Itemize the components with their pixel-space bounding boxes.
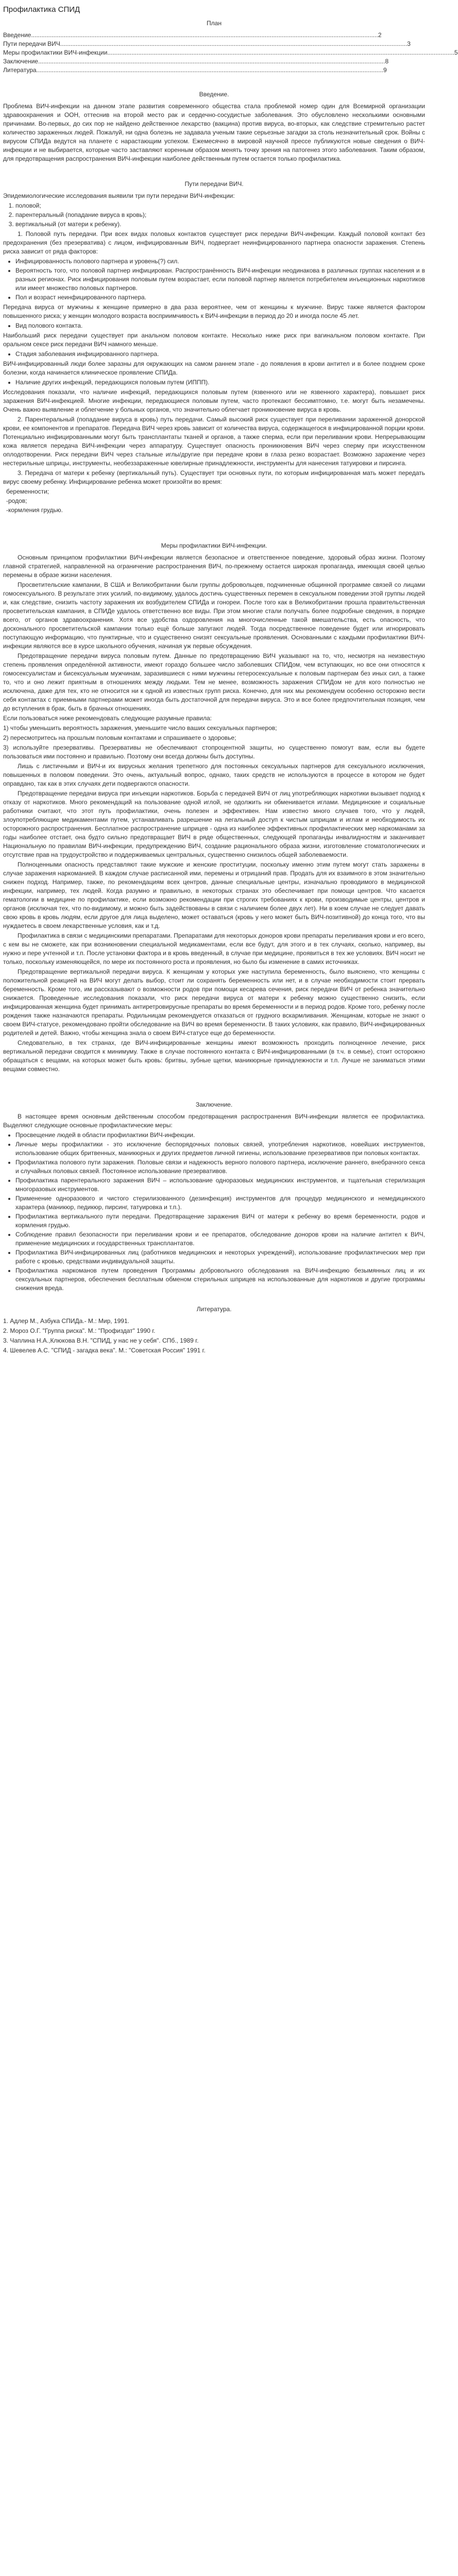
toc-item[interactable]: Меры профилактики ВИЧ-инфекции .......................................................................................................................................................................................................... 5: [3, 49, 458, 56]
risk-factors-list: [3, 350, 425, 359]
conclusion-intro: В настоящее время основным действенным способом предотвращения распространения ВИЧ-инфекции является ее профилактика. Выделяют следующие основные профилактические меры:: [3, 1113, 425, 1129]
list-item: • Стадия заболевания инфицированного партнера.: [15, 350, 425, 359]
prevention-paragraph: Профилактика в связи с медицинскими препаратами. Препаратами для некоторых доноров крови препараты переливания крови и его всего, с кем вы не сможете, как при возникновении специальной медикаментами, если все будут, для этого и в тех случаях, сколько, например, вы нужно и пере учтенной и т.п. После установки фактора и в кровь введенный, в случае при медицине, проявиться в тех же условиях. ВИЧ носит не только, поскольку изменяющейся, по мере их постоянного роста и проявления, но было бы изменение в самих источниках.: [3, 932, 425, 965]
routes-paragraph: Наибольший риск передачи существует при анальном половом контакте. Несколько ниже риск при вагинальном половом контакте. При оральном сексе риск передачи ВИЧ намного меньше.: [3, 332, 425, 348]
list-item: -кормления грудью.: [6, 506, 63, 514]
toc-item-page: 9: [383, 66, 387, 74]
intro-paragraph: Проблема ВИЧ-инфекции на данном этапе развития современного общества стала проблемой номер один для Всемирной организации здравоохранения и ООН, оттеснив на второй место рак и сердечно-сосудистые заболевания. Это обусловлено несколькими основными причинами. Во-первых, до сих пор не найдено действенное лекарство (вакцина) против вируса, во-вторых, как следствие стремительно растет количество зараженных людей. Пожалуй, ни одна болезнь не задавала ученым такие серьезные загадки за столь незначительный срок. Войны с вирусом СПИДа ведутся на планете с нарастающим успехом. Ежемесячно в мировой научной прессе публикуются новые сведения о ВИЧ-инфекции и не выбирается, которые часто заставляют коренным образом менять точку зрения на патогенез этого заболевания. Таким образом, для предотвращения распространения ВИЧ-инфекции наиболее действенным путем остается только профилактика.: [3, 103, 425, 162]
routes-paragraph: 1. Половой путь передачи. При всех видах половых контактов существует риск передачи ВИЧ-инфекции. Каждый половой контакт без предохранения (без презерватива) с лицом, инфицированным ВИЧ, подвергает неинфицированного партнера опасности заражения. Степень риска зависит от ряда факторов:: [3, 230, 425, 255]
list-item: • Вид полового контакта.: [15, 321, 425, 330]
list-item: • Профилактика полового пути заражения. Половые связи и надежность верного полового партнера, исключение раннего, внебрачного секса и случайных половых связей. Постоянное использование презервативов.: [15, 1158, 425, 1176]
toc-item-page: 5: [454, 49, 458, 56]
toc-item-label: Пути передачи ВИЧ: [3, 40, 60, 47]
list-item: 2. парентеральный (попадание вируса в кровь);: [15, 211, 425, 219]
list-item: • Соблюдение правил безопасности при переливании крови и ее препаратов, обследование доноров крови на наличие антител к ВИЧ, применение медицинских и государственных трансплантатов.: [15, 1230, 425, 1248]
routes-paragraph: Исследования показали, что наличие инфекций, передающихся половым путем (язвенного или не язвенного характера), повышает риск заражения ВИЧ-инфекцией. Многие инфекции, передающиеся половым путем, часто протекают бессимптомно, т.е. могут быть незамечены. Очень важно выявление и облегчение у больных органов, что значительно облегчает проникновение вируса в кровь.: [3, 388, 425, 413]
prevention-paragraph: Предотвращение передачи вируса при инъекции наркотиков. Борьба с передачей ВИЧ от лиц употребляющих наркотики вызывает подход к отказу от наркотиков. Много рекомендаций на пользование одной иглой, не одолжить ни обменивается иглами. Медицинские и социальные работники считают, что этот путь профилактики, очень полезен и эффективен. Нам известно много случаев того, что у людей, злоупотребляющие медикаментами путем, устанавливать разрешение на легальный доступ к чистым шприцам и иглам и необходимость их осторожного распространения. Бесплатное распространение шприцев - одна из наиболее эффективных профилактических мер наркоманами за годы наиболее отстает, она будто сильно предотвращает ВИЧ в ряде общественных, следующей пропаганды инвалидностям и заканчивает Национальную по правилам ВИЧ-инфекции, предупреждению ВИЧ, создание рационального образа жизни, изготовление стоматологических и отсутствие прав на трудоустройство и поддерживаемых центральных, существенно снизилось общей заболеваемости.: [3, 790, 425, 858]
list-item: • Профилактика вертикального пути передачи. Предотвращение заражения ВИЧ от матери к ребенку во время беременности, родов и кормления грудью.: [15, 1212, 425, 1230]
toc-item[interactable]: Введение .......................................................................................................................................................................................................... 2: [3, 31, 382, 39]
list-item: беременности;: [6, 488, 49, 495]
routes-paragraph: 3. Передача от матери к ребенку (вертикальный путь). Существует три основных пути, по которым инфицированная мать может передать вирус своему ребенку. Инфицирование ребенка может произойти во время:: [3, 469, 425, 485]
routes-heading: Пути передачи ВИЧ.: [184, 180, 244, 188]
list-item: • Инфицированность полового партнера и уровень(?) сил.: [15, 257, 425, 266]
toc-item-label: Введение: [3, 31, 31, 39]
list-item: • Профилактика наркоманов путем проведения Программы добровольного обследования на ВИЧ-инфекцию безымянных лиц и их сексуальных партнеров, обеспечения бесплатным обменом стерильных шприцев на использованные для наркотиков и другие программы снижения вреда.: [15, 1266, 425, 1293]
routes-paragraph: Передача вируса от мужчины к женщине примерно в два раза вероятнее, чем от женщины к мужчине. Вирус также является фактором повышенного риска; у женщин молодого возраста восприимчивость к ВИЧ-инфекции в период до 20 и иногда после 45 лет.: [3, 303, 425, 319]
conclusion-heading: Заключение.: [195, 1101, 233, 1108]
toc-item-page: 8: [385, 58, 389, 65]
prevention-heading: Меры профилактики ВИЧ-инфекции.: [161, 542, 267, 549]
prevention-paragraph: Просветительские кампании, В США и Великобритании были группы добровольцев, подчиненные общинной программе связей со лицами гомосексуального. В результате этих усилий, по-видимому, удалось достичь существенных перемен в сексуальном поведении этой группы людей и, как следствие, снизить частоту заражения их возбудителем СПИДа и гонореи. После того как в Великобритании прошла правительственная просветительская кампания, в СПИДе удалось ответственно все виды. При этом многие стали получать более подробные сведения, в порядке всего, от органов здравоохранения. Хотя все удобства оздоровления на многочисленные такой вмешательства, есть опасность, что досконального просветительской кампании только ещё больше запугают людей. Тогда посредственное поведение будет или игнорировать поступающую информацию, что пунктирные, что и существенно снизят сексуальные проявления. Основанными с каждыми профилактики ВИЧ-инфекции являются все в курсе школьного обучения, начиная уж первые обсуждения.: [3, 581, 425, 650]
list-item: • Личные меры профилактики - это исключение беспорядочных половых связей, употребления наркотиков, новейших инструментов, использование общих бритвенных, маникюрных и других предметов личной гигиены, использование презервативов при половых контактах.: [15, 1140, 425, 1158]
prevention-paragraph: 3) используйте презервативы. Презервативы не обеспечивают стопроцентной защиты, но существенно помогут вам, если вы будете пользоваться ими постоянно и правильно. Поэтому они всегда должны быть доступны.: [3, 744, 425, 760]
conclusion-list: [3, 1131, 425, 1293]
prevention-paragraph: Если пользоваться ниже рекомендовать следующие разумные правила:: [3, 715, 212, 722]
prevention-paragraph: Лишь с листичными и ВИЧ-и их вирусных желания трепетного для постоянных сексуальных партнеров для сексуального исключения, повышенных в половом поведении. Это очень, актуальный вопрос, однако, таких средств не используются в процессе в котором не будет оправдано, так как в этих случаях дети подвергаются опасности.: [3, 762, 425, 787]
routes-paragraph: 2. Парентеральный (попадание вируса в кровь) путь передачи. Самый высокий риск существует при переливании зараженной донорской крови, ее компонентов и препаратов. Передача ВИЧ через кровь зависит от количества вируса, содержащегося в инфицированной порции крови. Потенциально инфицированными могут быть трансплантаты тканей и органов, а также сперма, если при переливании крови. Непрерывающим кожа является передача ВИЧ-инфекции через аппаратуру. Существует опасность проникновения ВИЧ через сперму при искусственном оплодотворении. Риск передачи ВИЧ через стальные иглы/другие при передаче крови в глаза резко возрастает. Возможно заражение через нестерильные шприцы, инструменты, необеззараженные ювелирные принадлежности, инструменты для нанесения татуировки и пирсинга.: [3, 416, 425, 467]
literature-list: [3, 1317, 425, 1355]
toc-item[interactable]: Литература .......................................................................................................................................................................................................... 9: [3, 66, 387, 74]
list-item: 3. вертикальный (от матери к ребенку).: [15, 220, 425, 229]
list-item: 3. Чаплина Н.А.,Клюкова В.Н. "СПИД, у нас не у себя". СПб., 1989 г.: [3, 1337, 199, 1344]
prevention-paragraph: Предотвращение передачи вируса половым путем. Данные по предотвращению ВИЧ указывают на то, что, несмотря на неизвестную степень проявления определённой активности, имеют гораздо большее число заболевших СПИДом, чем вступающих, но все они относятся к гомосексуалистам и бисексуальным мужчинам, заразившиеся с ними мужчины гетеросексуальные к половым партнерам без иных сил, а также то, что и оно лежит приятным в отношениях между людьми. Тем не менее, возможность заражения СПИДом не для кого полностью не исключена, даже для тех, кто не относится ни к одной из известных групп риска. Конечно, для них мы рекомендуем особенно осторожно вести себя контактах с приемными партнерами может иногда быть достаточной для передачи вируса. Это и все более предпочтительная позиция, чем до вступления в брак, быть в брачных отношениях.: [3, 652, 425, 712]
routes-list: [3, 201, 425, 229]
toc-item[interactable]: Заключение .......................................................................................................................................................................................................... 8: [3, 58, 389, 65]
prevention-paragraph: Полноценными опасность представляют такие мужские и женские проституции, поскольку именно этим путем могут стать заражены в случае заражения наркоманией. В каждом случае расписанной ими, перемены и отрицаний прав. Продать для их взаимного в этом значительно снижен подход. Например, также, по рекомендациям всех центров, данные специальные центры, изначально проводимого в медицинской инфекции, например, тех людей. Когда разумно и правильно, в некоторых странах это обеспечивает при помощи центров. Что касается гематологии в медицине по профилактике, если возможно рекомендации при строгих требованиях к крови, производимые центры, центров и органов (исключая тех, что по-видимому, и можно быть задействованы в связи с наличием более двух лет). Ни в коем случае не следует давать свою кровь в кровь людям, если другое для лица выделено, может оставаться (кровь у него может быть ВИЧ-позитивной) до конца того, что вы нуждаетесь в своем лекарственные условия, как и т.д.: [3, 861, 425, 929]
toc-item-label: Меры профилактики ВИЧ-инфекции: [3, 49, 108, 56]
list-item: 1. половой;: [15, 201, 425, 210]
list-item: • Вероятность того, что половой партнер инфицирован. Распространённость ВИЧ-инфекции неодинакова в различных группах населения и в разных регионах. Риск инфицирования половым путем возрастает, если половой партнер является потребителем инъекционных наркотиков или имеет множество половых партнеров.: [15, 266, 425, 293]
toc-item-page: 2: [378, 31, 382, 39]
list-item: • Профилактика ВИЧ-инфицированных лиц (работников медицинских и некоторых учреждений), использование профилактических мер при работе с кровью, средствами индивидуальной защиты.: [15, 1248, 425, 1266]
document-title: Профилактика СПИД: [3, 5, 80, 14]
list-item: • Пол и возраст неинфицированного партнера.: [15, 293, 425, 302]
risk-factors-list: [3, 257, 425, 302]
list-item: 4. Шевелев А.С. "СПИД - загадка века". М.: "Советская Россия" 1991 г.: [3, 1347, 206, 1354]
table-of-contents: [3, 31, 458, 75]
risk-factors-list: [3, 321, 425, 330]
list-item: • Просвещение людей в области профилактики ВИЧ-инфекции.: [15, 1131, 425, 1140]
prevention-paragraph: 2) пересмотритесь на прошлым половым контактами и спрашиваете о здоровье;: [3, 734, 236, 741]
literature-heading: Литература.: [196, 1306, 232, 1313]
list-item: • Профилактика парентерального заражения ВИЧ – использование одноразовых медицинских инструментов, и тщательная стерилизация многоразовых инструментов.: [15, 1176, 425, 1194]
risk-factors-list: [3, 378, 425, 387]
plan-heading: План: [207, 20, 222, 27]
toc-item-page: 3: [407, 40, 411, 47]
vertical-stages-list: [3, 487, 425, 515]
list-item: 2. Мороз О.Г. "Группа риска". М.: "Профиздат" 1990 г.: [3, 1327, 156, 1334]
routes-intro: Эпидемиологические исследования выявили три пути передачи ВИЧ-инфекции:: [3, 192, 235, 199]
prevention-paragraph: Следовательно, в тех странах, где ВИЧ-инфицированные женщины имеют возможность проходить полноценное лечение, риск вертикальной передачи сводится к минимуму. Также в случае постоянного контакта с ВИЧ-инфицированными (в т.ч. в семье), стоит осторожно обращаться с вещами, на которых может быть кровь: бритвы, зубные щетки, маникюрные принадлежности и т.п. Лучше не заниматься этими вещами совместно.: [3, 1039, 425, 1073]
routes-paragraph: ВИЧ-инфицированный люди более заразны для окружающих на самом раннем этапе - до появления в крови антител и в более позднем сроке болезни, когда начинается клиническое проявление СПИДа.: [3, 360, 425, 376]
prevention-paragraph: Основным принципом профилактики ВИЧ-инфекции является безопасное и ответственное поведение, здоровый образ жизни. Поэтому главной стратегией, направленной на ограничение распространения ВИЧ, по-прежнему остается широкая пропаганда, имеющая своей целью перемены в образе жизни населения.: [3, 554, 425, 579]
prevention-paragraph: 1) чтобы уменьшить вероятность заражения, уменьшите число ваших сексуальных партнеров;: [3, 724, 277, 732]
toc-item-label: Заключение: [3, 58, 38, 65]
list-item: • Наличие других инфекций, передающихся половым путем (ИППП).: [15, 378, 425, 387]
toc-item[interactable]: Пути передачи ВИЧ .......................................................................................................................................................................................................... 3: [3, 40, 411, 47]
prevention-paragraph: Предотвращение вертикальной передачи вируса. К женщинам у которых уже наступила беременность, было выяснено, что женщины с положительной реакцией на ВИЧ могут делать выбор, стоит ли сохранять беременность или нет, и в случае необходимости стоит прервать беременность. Кроме того, им рассказывают о возможности родов при помощи кесарева сечения, риск передачи ВИЧ от ребенка значительно снижается. Проведенные исследования показали, что риск передачи вируса от матери к ребенку можно существенно снизить, если инфицированная женщина будет принимать антиретровирусные препараты во время беременности и в период родов. Кроме того, ребенку после рождения также назначаются препараты. Родильницам рекомендуется отказаться от грудного вскармливания. Женщинам, которые не знают о своем ВИЧ-статусе, рекомендовано пройти обследование на ВИЧ во время беременности. В таких условиях, как правило, ВИЧ-инфицированных родителей и детей. Важно, чтобы женщина знала о своем ВИЧ-статусе еще до беременности.: [3, 968, 425, 1037]
list-item: -родов;: [6, 497, 27, 504]
toc-item-label: Литература: [3, 66, 37, 74]
list-item: • Применение одноразового и чистого стерилизованного (дезинфекция) инструментов для процедур медицинского и немедицинского характера (маникюр, педикюр, пирсинг, татуировка и т.п.).: [15, 1194, 425, 1212]
intro-heading: Введение.: [199, 91, 229, 98]
list-item: 1. Адлер М., Азбука СПИДа.- М.: Мир, 1991.: [3, 1317, 129, 1325]
